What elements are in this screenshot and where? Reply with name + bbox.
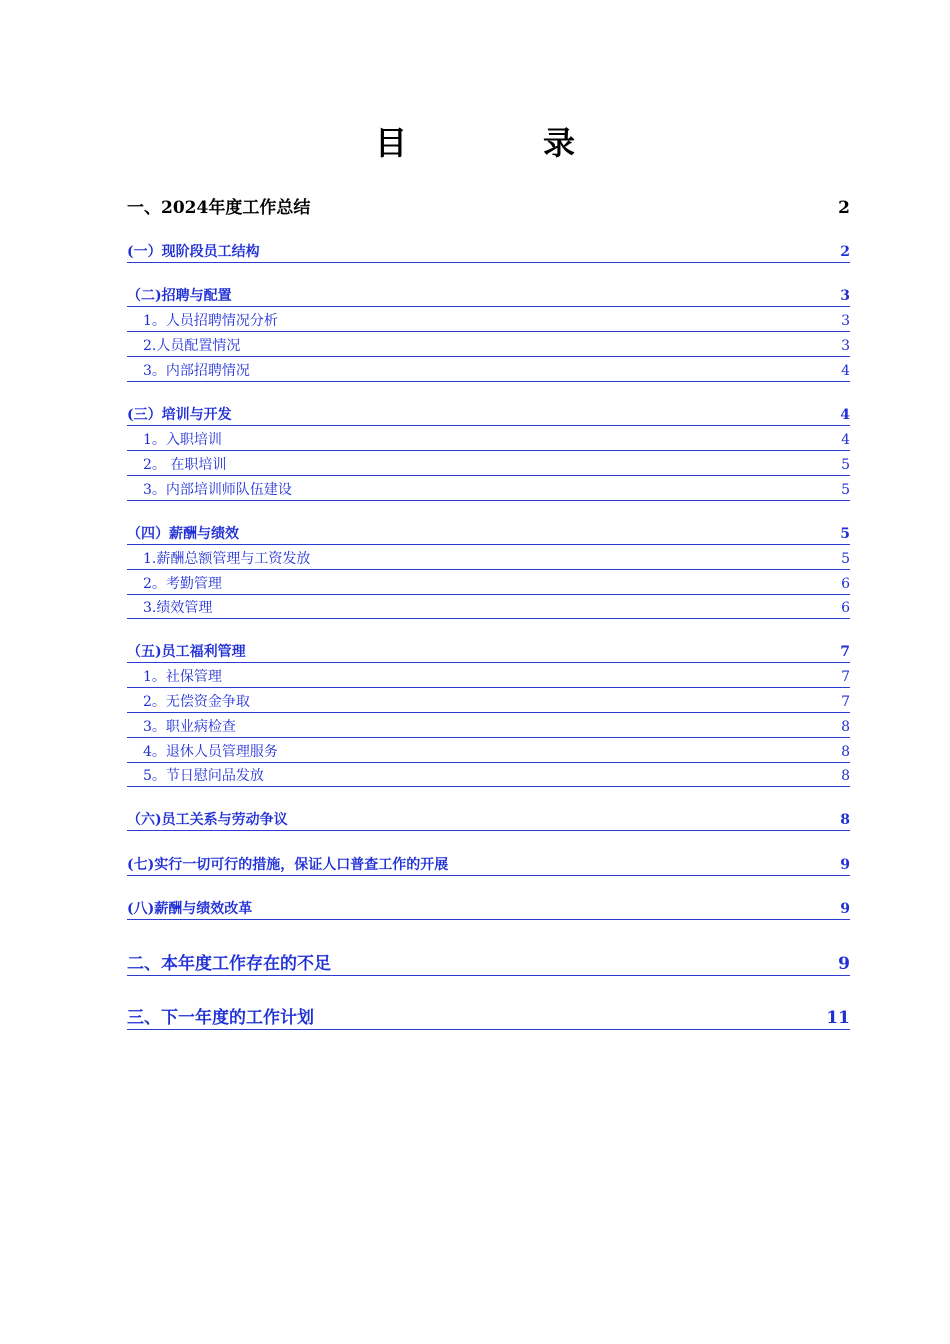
toc-entry-1	[127, 197, 850, 219]
toc-entry-label: 1。入职培训	[143, 432, 222, 448]
toc-entry-7[interactable]	[127, 406, 850, 426]
toc-entry-9[interactable]	[127, 456, 850, 476]
toc-entry-page-number: 9	[840, 857, 850, 873]
toc-entry-page-number: 3	[841, 313, 850, 329]
toc-entry-label: 5。节日慰问品发放	[143, 768, 264, 784]
toc-entry-18[interactable]	[127, 718, 850, 738]
toc-entry-25[interactable]	[127, 1007, 850, 1030]
toc-entry-page-number: 8	[841, 719, 850, 735]
toc-entry-11[interactable]	[127, 525, 850, 545]
toc-entry-label: 1。人员招聘情况分析	[143, 313, 278, 329]
toc-entry-label: 1.薪酬总额管理与工资发放	[143, 551, 311, 567]
toc-entry-5[interactable]	[127, 337, 850, 357]
toc-entry-15[interactable]	[127, 643, 850, 663]
toc-entry-label: 二、本年度工作存在的不足	[127, 954, 331, 974]
table-of-contents	[127, 0, 850, 1344]
toc-entry-page-number: 8	[840, 812, 850, 828]
toc-entry-6[interactable]	[127, 362, 850, 382]
toc-entry-10[interactable]	[127, 481, 850, 501]
toc-entry-4[interactable]	[127, 312, 850, 332]
toc-entry-page-number: 2	[838, 198, 850, 218]
toc-entry-page-number: 7	[841, 669, 850, 685]
toc-entry-page-number: 11	[826, 1008, 850, 1028]
toc-entry-label: (三）培训与开发	[127, 407, 232, 423]
toc-entry-label: (八)薪酬与绩效改革	[127, 901, 253, 917]
toc-entry-page-number: 4	[840, 407, 850, 423]
toc-entry-label: 3.绩效管理	[143, 600, 213, 616]
toc-entry-page-number: 8	[841, 768, 850, 784]
toc-entry-16[interactable]	[127, 668, 850, 688]
toc-entry-label: 3。职业病检查	[143, 719, 236, 735]
toc-title: 目 录	[374, 124, 627, 162]
toc-entry-page-number: 4	[841, 363, 850, 379]
toc-entry-page-number: 5	[840, 526, 850, 542]
toc-entry-label: 1。社保管理	[143, 669, 222, 685]
toc-entry-page-number: 7	[841, 694, 850, 710]
toc-entry-page-number: 6	[841, 576, 850, 592]
toc-entry-20[interactable]	[127, 767, 850, 787]
toc-entry-8[interactable]	[127, 431, 850, 451]
toc-entry-label: (一）现阶段员工结构	[127, 244, 260, 260]
toc-entry-page-number: 5	[841, 482, 850, 498]
toc-entry-12[interactable]	[127, 550, 850, 570]
toc-entry-label: （五)员工福利管理	[127, 644, 246, 660]
toc-entry-label: 3。内部培训师队伍建设	[143, 482, 292, 498]
toc-entry-page-number: 3	[840, 288, 850, 304]
toc-entry-label: 三、下一年度的工作计划	[127, 1008, 314, 1028]
toc-entry-page-number: 4	[841, 432, 850, 448]
toc-entry-23[interactable]	[127, 900, 850, 920]
toc-entry-label: 一、2024年度工作总结	[127, 198, 311, 218]
toc-entry-page-number: 9	[838, 954, 850, 974]
toc-entry-label: 2。无偿资金争取	[143, 694, 250, 710]
toc-entry-19[interactable]	[127, 743, 850, 763]
toc-entry-22[interactable]	[127, 856, 850, 876]
toc-entry-page-number: 5	[841, 551, 850, 567]
toc-entry-21[interactable]	[127, 811, 850, 831]
toc-entry-14[interactable]	[127, 599, 850, 619]
toc-entry-page-number: 7	[840, 644, 850, 660]
toc-entry-label: 2.人员配置情况	[143, 338, 241, 354]
toc-entry-label: (七)实行一切可行的措施，保证人口普查工作的开展	[127, 857, 449, 873]
toc-entry-page-number: 9	[840, 901, 850, 917]
toc-entry-3[interactable]	[127, 287, 850, 307]
toc-entry-17[interactable]	[127, 693, 850, 713]
toc-entry-label: 4。退休人员管理服务	[143, 744, 278, 760]
toc-entry-label: （二)招聘与配置	[127, 288, 232, 304]
toc-entry-24[interactable]	[127, 953, 850, 976]
toc-entry-page-number: 6	[841, 600, 850, 616]
toc-entry-2[interactable]	[127, 243, 850, 263]
toc-entry-label: （四）薪酬与绩效	[127, 526, 239, 542]
toc-entry-13[interactable]	[127, 575, 850, 595]
toc-entry-label: 3。内部招聘情况	[143, 363, 250, 379]
toc-entry-page-number: 8	[841, 744, 850, 760]
toc-entry-page-number: 5	[841, 457, 850, 473]
toc-entry-label: （六)员工关系与劳动争议	[127, 812, 288, 828]
toc-entry-page-number: 2	[840, 244, 850, 260]
toc-entry-label: 2。考勤管理	[143, 576, 222, 592]
toc-entry-label: 2。 在职培训	[143, 457, 227, 473]
toc-entry-page-number: 3	[841, 338, 850, 354]
